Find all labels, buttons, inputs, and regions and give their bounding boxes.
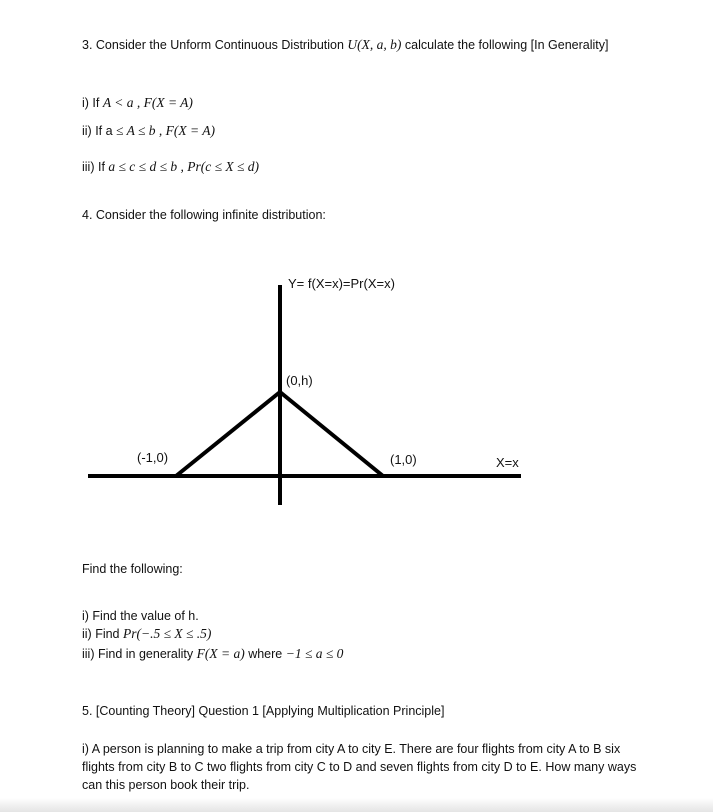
q3-ii-label: ii) If a <box>82 124 117 138</box>
question-4-part-i: i) Find the value of h. <box>82 609 199 623</box>
q4-iii-math2: −1 ≤ a ≤ 0 <box>285 646 344 661</box>
right-point-label: (1,0) <box>390 452 417 467</box>
left-slope-line <box>176 392 280 476</box>
q4-ii-math: Pr(−.5 ≤ X ≤ .5) <box>122 626 212 641</box>
q4-ii-label: ii) Find <box>82 627 123 641</box>
question-4-part-ii <box>82 625 211 643</box>
q3-i-label: i) If <box>82 96 103 110</box>
q3-title-text-end: calculate the following [In Generality] <box>401 38 609 52</box>
q3-title-math: U(X, a, b) <box>347 37 402 52</box>
question-5-title: 5. [Counting Theory] Question 1 [Applying Multiplication Principle] <box>82 704 445 718</box>
x-axis-label: X=x <box>496 455 519 470</box>
q3-i-math: A < a , F(X = A) <box>102 95 193 110</box>
question-5-part-i: i) A person is planning to make a trip from city A to city E. There are four flights from city A to B six flights from city B to C two flights from city C to D and seven flights from city D to E. How many ways can this person book their trip. <box>82 742 637 792</box>
q4-iii-label: iii) Find in generality <box>82 647 197 661</box>
q3-title-text: 3. Consider the Unform Continuous Distribution <box>82 38 348 52</box>
bottom-fade <box>0 798 713 812</box>
y-axis-label: Y= f(X=x)=Pr(X=x) <box>288 276 395 291</box>
q4-iii-mid: where <box>244 647 286 661</box>
question-4-part-iii <box>82 645 343 663</box>
find-following-title: Find the following: <box>82 562 183 576</box>
q3-iii-label: iii) If <box>82 160 109 174</box>
q3-iii-math: a ≤ c ≤ d ≤ b , Pr(c ≤ X ≤ d) <box>108 159 260 174</box>
left-point-label: (-1,0) <box>137 450 169 465</box>
q4-iii-math: F(X = a) <box>196 646 245 661</box>
q3-ii-math: ≤ A ≤ b , F(X = A) <box>116 123 215 138</box>
question-4-title: 4. Consider the following infinite distribution: <box>82 208 326 222</box>
right-slope-line <box>280 392 383 476</box>
peak-point-label: (0,h) <box>286 373 313 388</box>
